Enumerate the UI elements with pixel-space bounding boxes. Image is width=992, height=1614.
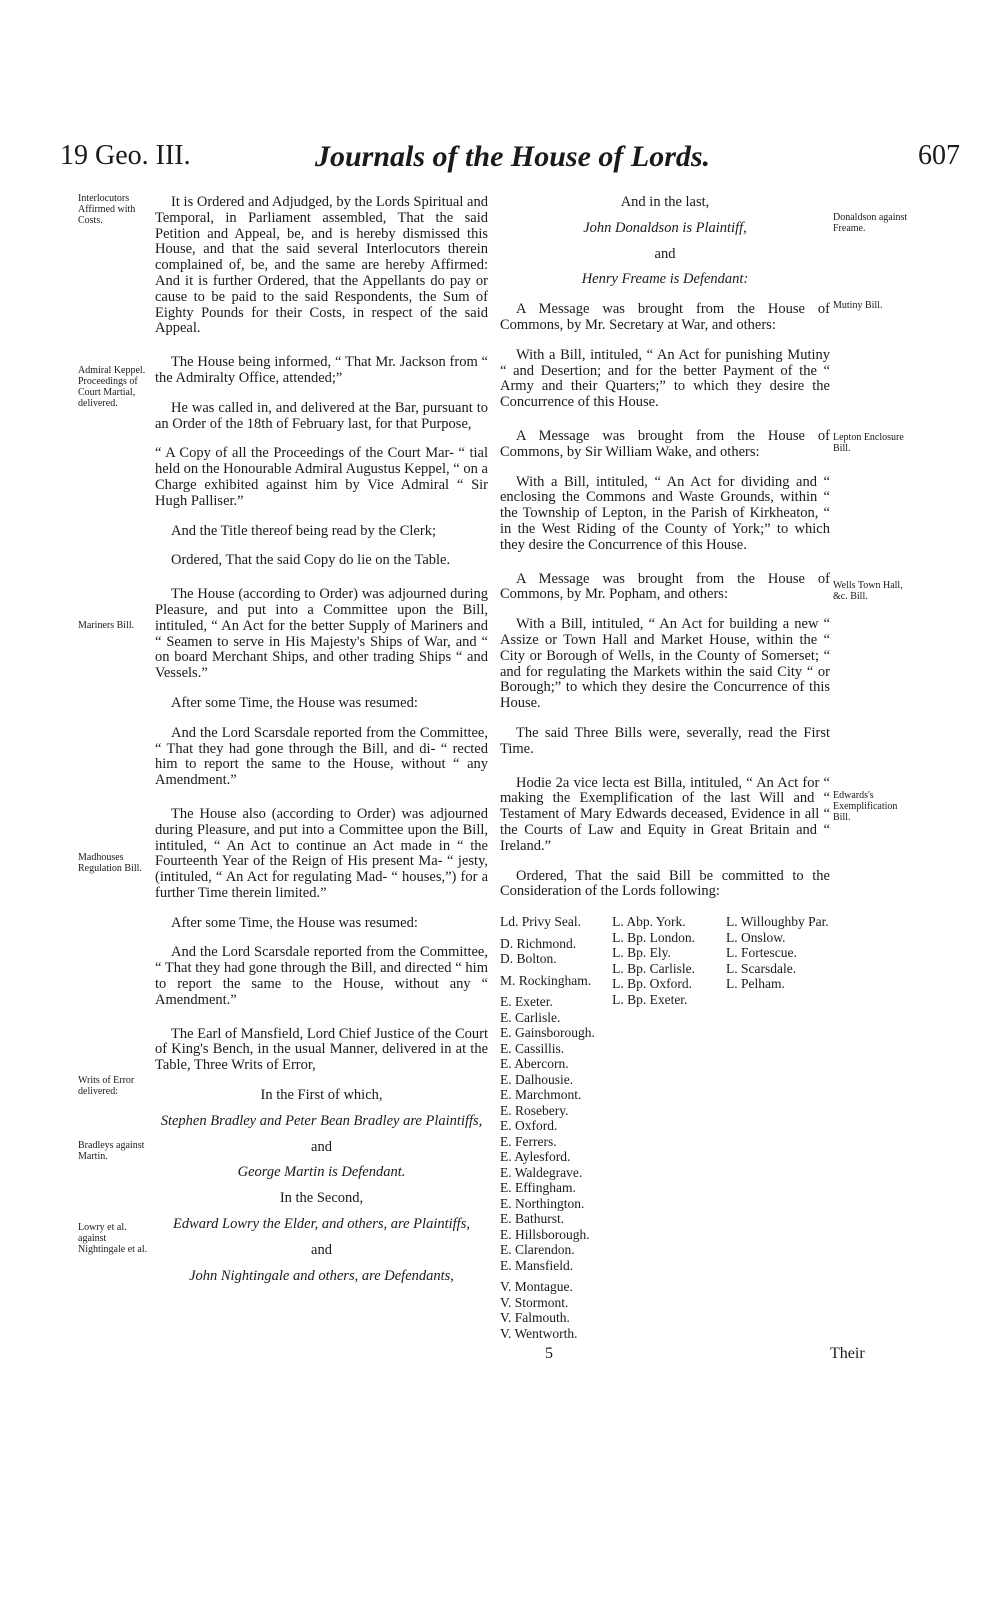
margin-note: Donaldson against Freame. bbox=[833, 212, 908, 234]
catchword: Their bbox=[830, 1345, 865, 1362]
paragraph: With a Bill, intituled, “ An Act for punishing Mutiny “ and Desertion; and for the better Payment of the “ Army and their Quarters;” to which they desire the Concurrence of this House. bbox=[500, 346, 830, 411]
lord-name: L. Bp. Exeter. bbox=[612, 991, 688, 1007]
writ-and: and bbox=[311, 1138, 332, 1155]
paragraph: It is Ordered and Adjudged, by the Lords Spiritual and Temporal, in Parliament assembled, That the said Petition and Appeal, be, and is hereby dismissed this House, and that the said several Interlocutors therein complained of, be, and the same are hereby Affirmed: And it is further Ordered, that the Appellants do pay or cause to be paid to the said Respondents, the Sum of Eighty Pounds for their Costs, in respect of the said Appeal. bbox=[155, 194, 488, 337]
lord-name: D. Bolton. bbox=[500, 951, 557, 967]
margin-note: Mariners Bill. bbox=[78, 620, 135, 631]
margin-note: Wells Town Hall, &c. Bill. bbox=[833, 580, 903, 602]
lord-name: E. Carlisle. bbox=[500, 1009, 561, 1025]
paragraph: After some Time, the House was resumed: bbox=[171, 694, 418, 711]
margin-note: Madhouses Regulation Bill. bbox=[78, 852, 142, 874]
lord-name: V. Montague. bbox=[500, 1279, 573, 1295]
writ-heading: In the Second, bbox=[279, 1190, 364, 1207]
paragraph: With a Bill, intituled, “ An Act for dividing and “ enclosing the Commons and Waste Grounds, within “ the Township of Lepton, in the Parish of Kirkheaton, “ in the West Riding of the County of York;” to which they desire the Concurrence of this House. bbox=[500, 473, 830, 553]
paragraph: Ordered, That the said Bill be committed to the Consideration of the Lords following: bbox=[500, 867, 830, 900]
left-column bbox=[155, 195, 488, 1294]
lord-name: L. Onslow. bbox=[726, 929, 786, 945]
lord-name: L. Bp. Carlisle. bbox=[612, 960, 695, 976]
paragraph: With a Bill, intituled, “ An Act for building a new “ Assize or Town Hall and Market House, within the “ City or Borough of Wells, in the County of Somerset; “ and for regulating the Markets within the said City “ or Borough;” to which they desire the Concurrence of this House. bbox=[500, 616, 830, 712]
margin-note: Writs of Error delivered: bbox=[78, 1075, 135, 1097]
lord-name: L. Scarsdale. bbox=[726, 960, 797, 976]
lord-name: E. Oxford. bbox=[500, 1118, 558, 1134]
lord-name: L. Pelham. bbox=[726, 976, 785, 992]
writ-defendant: Henry Freame is Defendant: bbox=[581, 271, 749, 288]
paragraph: And the Lord Scarsdale reported from the Committee, “ That they had gone through the Bill, and di- “ rected him to report the same to the House, without “ any Amendment.” bbox=[155, 724, 488, 789]
lord-name: L. Bp. London. bbox=[612, 929, 695, 945]
regnal-year: 19 Geo. III. bbox=[60, 140, 191, 171]
paragraph: The House (according to Order) was adjourned during Pleasure, and put into a Committee upon the Bill, intituled, “ An Act for the better Supply of Mariners and “ Seamen to serve in His Majesty's Ships of War, and “ on board Merchant Ships, and other trading Ships “ and Vessels.” bbox=[155, 586, 488, 682]
signature-mark: 5 bbox=[545, 1345, 553, 1362]
margin-note: Admiral Keppel. Proceedings of Court Martial, delivered. bbox=[78, 365, 146, 409]
lord-name: E. Ferrers. bbox=[500, 1133, 557, 1149]
writ-plaintiffs: Stephen Bradley and Peter Bean Bradley are Plaintiffs, bbox=[160, 1112, 483, 1129]
lord-name: E. Clarendon. bbox=[500, 1242, 575, 1258]
lord-name: E. Northington. bbox=[500, 1195, 585, 1211]
lord-name: E. Waldegrave. bbox=[500, 1164, 583, 1180]
quoted-paragraph: “ A Copy of all the Proceedings of the Court Mar- “ tial held on the Honourable Admiral Augustus Keppel, “ on a Charge exhibited against him by Vice Admiral “ Sir Hugh Palliser.” bbox=[155, 445, 488, 509]
lord-name: V. Stormont. bbox=[500, 1294, 569, 1310]
lord-name: E. Mansfield. bbox=[500, 1257, 574, 1273]
writ-and: and bbox=[311, 1241, 332, 1258]
writ-plaintiffs: Edward Lowry the Elder, and others, are Plaintiffs, bbox=[173, 1216, 470, 1233]
paragraph: The said Three Bills were, severally, read the First Time. bbox=[500, 724, 830, 757]
lord-name: E. Abercorn. bbox=[500, 1056, 569, 1072]
lord-name: E. Exeter. bbox=[500, 994, 553, 1010]
margin-note: Lowry et al. against Nightingale et al. bbox=[78, 1222, 148, 1255]
margin-note: Edwards's Exemplification Bill. bbox=[833, 790, 898, 823]
margin-note: Interlocutors Affirmed with Costs. bbox=[78, 193, 136, 226]
lord-name: E. Aylesford. bbox=[500, 1149, 571, 1165]
lord-name: V. Wentworth. bbox=[500, 1325, 578, 1341]
lord-name: E. Cassillis. bbox=[500, 1040, 565, 1056]
margin-note: Mutiny Bill. bbox=[833, 300, 883, 311]
lord-name: E. Effingham. bbox=[500, 1180, 576, 1196]
paragraph: The House also (according to Order) was adjourned during Pleasure, and put into a Committee upon the Bill, intituled, “ An Act to continue an Act made in “ the Fourteenth Year of the Reign of His present Ma- “ jesty, (intituled, “ An Act for regulating Mad- “ houses,”) for a further Time therein limited.” bbox=[155, 805, 488, 901]
paragraph: A Message was brought from the House of Commons, by Mr. Secretary at War, and others: bbox=[500, 301, 830, 333]
paragraph: A Message was brought from the House of Commons, by Sir William Wake, and others: bbox=[500, 427, 830, 460]
writ-defendant: George Martin is Defendant. bbox=[237, 1164, 406, 1181]
lord-name: E. Rosebery. bbox=[500, 1102, 569, 1118]
lord-name: Ld. Privy Seal. bbox=[500, 914, 581, 930]
lords-column-barons bbox=[726, 914, 830, 1341]
lord-name: L. Fortescue. bbox=[726, 945, 797, 961]
lord-name: E. Hillsborough. bbox=[500, 1226, 590, 1242]
lord-name: E. Gainsborough. bbox=[500, 1025, 595, 1041]
paragraph: And the Title thereof being read by the Clerk; bbox=[171, 522, 436, 539]
margin-note: Lepton Enclosure Bill. bbox=[833, 432, 904, 454]
paragraph: And the Lord Scarsdale reported from the Committee, “ That they had gone through the Bill, and directed “ him to report the same to the House, without any “ Amendment.” bbox=[155, 944, 488, 1008]
writ-heading: In the First of which, bbox=[260, 1087, 383, 1104]
page-header bbox=[60, 140, 960, 184]
lord-name: V. Falmouth. bbox=[500, 1310, 570, 1326]
lord-name: E. Dalhousie. bbox=[500, 1071, 574, 1087]
lord-name: E. Marchmont. bbox=[500, 1087, 582, 1103]
paragraph: The Earl of Mansfield, Lord Chief Justice of the Court of King's Bench, in the usual Manner, delivered in at the Table, Three Writs of Error, bbox=[155, 1025, 488, 1074]
lord-name: M. Rockingham. bbox=[500, 972, 592, 988]
paragraph: After some Time, the House was resumed: bbox=[171, 914, 418, 931]
writ-defendant: John Nightingale and others, are Defendants, bbox=[189, 1267, 454, 1284]
page-number: 607 bbox=[918, 140, 960, 171]
paragraph: He was called in, and delivered at the Bar, pursuant to an Order of the 18th of February last, for that Purpose, bbox=[155, 399, 488, 432]
lord-name: L. Bp. Ely. bbox=[612, 945, 671, 961]
lords-column-temporal bbox=[500, 914, 602, 1341]
writ-heading: And in the last, bbox=[620, 194, 710, 210]
lord-name: E. Bathurst. bbox=[500, 1211, 565, 1227]
paragraph: Ordered, That the said Copy do lie on the Table. bbox=[171, 552, 451, 569]
paragraph: The House being informed, “ That Mr. Jackson from “ the Admiralty Office, attended;” bbox=[155, 354, 488, 386]
writ-plaintiffs: John Donaldson is Plaintiff, bbox=[583, 219, 747, 236]
right-column bbox=[500, 195, 830, 1341]
lord-name: L. Willoughby Par. bbox=[726, 914, 829, 930]
page-footer bbox=[0, 1345, 992, 1369]
lord-name: D. Richmond. bbox=[500, 935, 577, 951]
lord-name: L. Bp. Oxford. bbox=[612, 976, 692, 992]
paragraph: Hodie 2a vice lecta est Billa, intituled, “ An Act for “ making the Exemplification of the last Will and “ Testament of Mary Edwards deceased, Evidence in all “ the Courts of Law and Equity in Great Britain and “ Ireland.” bbox=[500, 774, 830, 854]
writ-and: and bbox=[654, 245, 676, 262]
paragraph: A Message was brought from the House of Commons, by Mr. Popham, and others: bbox=[500, 570, 830, 603]
journal-title: Journals of the House of Lords. bbox=[315, 140, 711, 173]
lord-name: L. Abp. York. bbox=[612, 914, 686, 930]
margin-note: Bradleys against Martin. bbox=[78, 1140, 145, 1162]
lords-column-spiritual bbox=[612, 914, 716, 1341]
lords-list bbox=[500, 914, 830, 1341]
